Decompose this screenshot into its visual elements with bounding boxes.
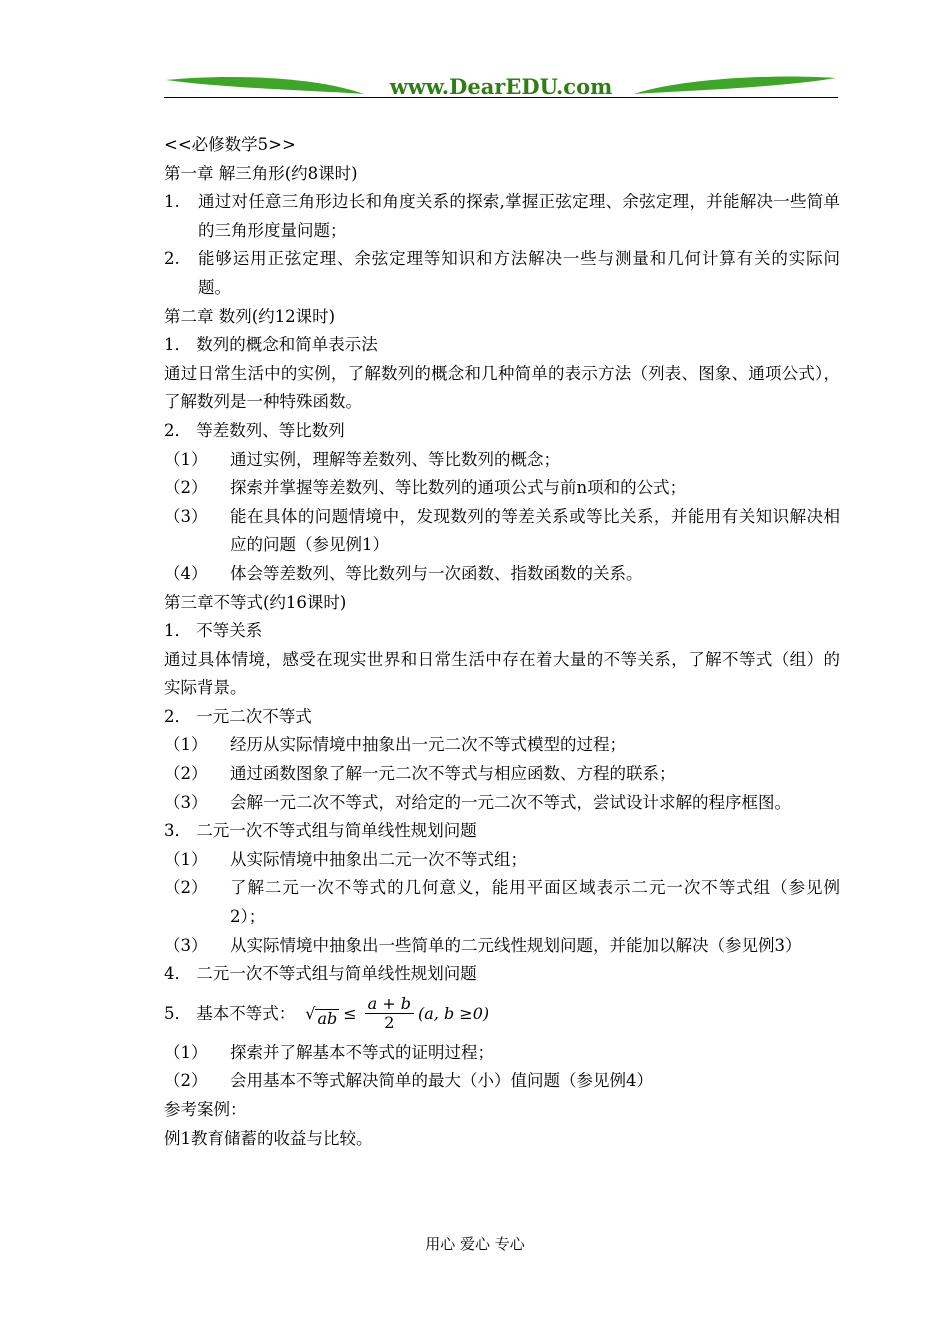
sub-item-number: （3） (164, 792, 208, 812)
sub-item (164, 446, 840, 475)
radical-sign-icon: √ (305, 1003, 316, 1023)
fraction-denominator: 2 (384, 1013, 395, 1033)
sub-item-text: 通过实例，理解等差数列、等比数列的概念； (230, 449, 560, 469)
section-heading: 1． 数列的概念和简单表示法 (164, 335, 378, 355)
sub-item-text: 从实际情境中抽象出二元一次不等式组； (230, 849, 527, 869)
site-header (164, 68, 838, 104)
sub-item-text: 会解一元二次不等式，对给定的一元二次不等式，尝试设计求解的程序框图。 (230, 792, 791, 812)
sqrt-expression (305, 1000, 339, 1029)
sub-item (164, 932, 840, 961)
sub-item-number: （1） (164, 849, 208, 869)
sub-item (164, 1067, 840, 1096)
sub-item (164, 874, 840, 931)
sub-item-number: （2） (164, 878, 208, 898)
sub-item-text: 了解二元一次不等式的几何意义，能用平面区域表示二元一次不等式组（参见例2）； (230, 878, 840, 927)
sub-item-text: 能在具体的问题情境中，发现数列的等差关系或等比关系，并能用有关知识解决相应的问题（参见例1） (230, 506, 840, 555)
sub-item-number: （1） (164, 449, 208, 469)
sub-item-number: （1） (164, 1042, 208, 1062)
chapter-2-heading: 第二章 数列(约12课时) (164, 306, 336, 326)
example-1: 例1教育储蓄的收益与比较。 (164, 1128, 373, 1148)
sub-item-text: 从实际情境中抽象出一些简单的二元线性规划问题，并能加以解决（参见例3） (230, 935, 802, 955)
numbered-item (164, 188, 840, 245)
sub-item-text: 会用基本不等式解决简单的最大（小）值问题（参见例4） (230, 1071, 653, 1091)
sub-item (164, 503, 840, 560)
section-heading: 4． 二元一次不等式组与简单线性规划问题 (164, 964, 477, 984)
sub-item-text: 探索并掌握等差数列、等比数列的通项公式与前n项和的公式； (230, 478, 687, 498)
radicand: ab (317, 1009, 338, 1029)
chapter-1-heading: 第一章 解三角形(约8课时) (164, 163, 358, 183)
inequality-row (164, 989, 840, 1039)
header-divider (164, 97, 838, 98)
fraction (365, 995, 414, 1032)
sub-item (164, 789, 840, 818)
sub-item (164, 474, 840, 503)
sub-item-text: 体会等差数列、等比数列与一次函数、指数函数的关系。 (230, 563, 643, 583)
document-body (164, 131, 840, 1153)
sub-item-number: （3） (164, 506, 208, 526)
sub-item-text: 探索并了解基本不等式的证明过程； (230, 1042, 494, 1062)
le-symbol: ≤ (343, 1003, 357, 1023)
section-heading: 1． 不等关系 (164, 621, 263, 641)
sub-item-number: （3） (164, 935, 208, 955)
sub-item (164, 846, 840, 875)
section-heading: 2． 等差数列、等比数列 (164, 420, 345, 440)
sub-item (164, 560, 840, 589)
sub-item-number: （1） (164, 735, 208, 755)
doc-title: <<必修数学5>> (164, 135, 296, 154)
paragraph: 通过日常生活中的实例，了解数列的概念和几种简单的表示方法（列表、图象、通项公式），了解数列是一种特殊函数。 (164, 363, 840, 412)
basic-inequality-formula (305, 995, 489, 1032)
section-heading: 2． 一元二次不等式 (164, 706, 312, 726)
condition: (a, b ≥0) (418, 1003, 490, 1023)
sub-item-number: （2） (164, 764, 208, 784)
page-footer: 用心 爱心 专心 (425, 1235, 525, 1253)
section-heading: 5． 基本不等式： (164, 1003, 296, 1023)
item-text: 能够运用正弦定理、余弦定理等知识和方法解决一些与测量和几何计算有关的实际问题。 (198, 249, 840, 297)
sub-item-number: （2） (164, 1071, 208, 1091)
site-brand[interactable]: www.DearEDU.com (389, 74, 613, 99)
sub-item-number: （2） (164, 478, 208, 498)
item-text: 通过对任意三角形边长和角度关系的探索,掌握正弦定理、余弦定理，并能解决一些简单的三角形度量问题； (198, 192, 840, 240)
sub-item-number: （4） (164, 563, 208, 583)
sub-item (164, 731, 840, 760)
paragraph: 通过具体情境，感受在现实世界和日常生活中存在着大量的不等关系，了解不等式（组）的实际背景。 (164, 649, 840, 698)
item-number: 2. (164, 249, 180, 269)
item-number: 1. (164, 192, 180, 212)
sub-item-text: 通过函数图象了解一元二次不等式与相应函数、方程的联系； (230, 764, 676, 784)
numbered-item (164, 245, 840, 302)
sub-item (164, 1039, 840, 1068)
sub-item-text: 经历从实际情境中抽象出一元二次不等式模型的过程； (230, 735, 626, 755)
chapter-3-heading: 第三章不等式(约16课时) (164, 592, 347, 612)
section-heading: 3． 二元一次不等式组与简单线性规划问题 (164, 821, 477, 841)
fraction-numerator: a + b (365, 995, 414, 1014)
sub-item (164, 760, 840, 789)
reference-heading: 参考案例： (164, 1100, 247, 1119)
